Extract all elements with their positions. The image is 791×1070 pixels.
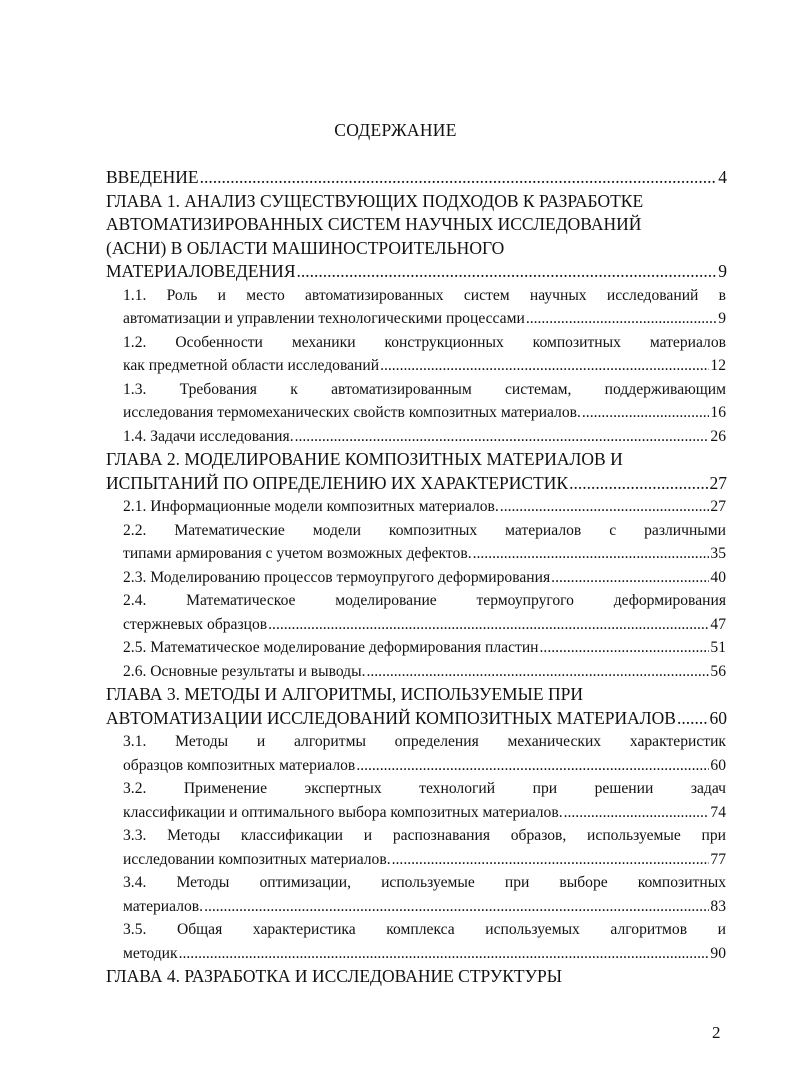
toc-entry-line: 3.1. Методы и алгоритмы определения механических характеристик: [123, 733, 726, 750]
toc-entry-final-line: [123, 801, 726, 825]
toc-entry-final-line: [106, 260, 727, 284]
toc-entry-final-line: [123, 542, 726, 566]
toc-entry-final-line: [106, 166, 727, 190]
toc-page-number: 56: [710, 662, 726, 680]
toc-entry-text: 2.6. Основные результаты и выводы.: [123, 662, 366, 680]
toc-page-number: 16: [710, 404, 726, 421]
toc-entry-final-line: [123, 942, 726, 966]
dot-leader: [366, 660, 709, 684]
toc-entry-line: ГЛАВА 3. МЕТОДЫ И АЛГОРИТМЫ, ИСПОЛЬЗУЕМЫЕ ПРИ: [106, 684, 583, 704]
toc-entry-text: методик: [123, 944, 178, 962]
dot-leader: [540, 636, 710, 660]
toc-entry-section: [123, 589, 726, 636]
toc-entry-final-line: [123, 660, 726, 684]
toc-entry-section: [123, 636, 726, 660]
toc-page-number: 60: [710, 756, 726, 774]
toc-entry-final-line: [123, 495, 726, 519]
toc-entry-line: АВТОМАТИЗИРОВАННЫХ СИСТЕМ НАУЧНЫХ ИССЛЕДОВАНИЙ: [106, 214, 642, 234]
toc-entry-text: 2.3. Моделированию процессов термоупругого деформирования: [123, 568, 551, 586]
toc-entry-final-line: [123, 613, 726, 637]
toc-entry-final-line: [123, 895, 726, 919]
toc-entry-line: (АСНИ) В ОБЛАСТИ МАШИНОСТРОИТЕЛЬНОГО: [106, 237, 505, 258]
toc-entry-section: [123, 871, 726, 918]
toc-entry-section: [123, 495, 726, 519]
toc-entry-final-line: [123, 354, 726, 378]
toc-page-number: 83: [710, 897, 726, 915]
dot-leader: [473, 542, 710, 566]
dot-leader: [564, 801, 710, 825]
toc-entry-line: ГЛАВА 4. РАЗРАБОТКА И ИССЛЕДОВАНИЕ СТРУКТУРЫ: [106, 966, 562, 986]
toc-entry-text: исследования термомеханических свойств композитных материалов.: [123, 404, 581, 421]
toc-entry-final-line: [123, 848, 726, 872]
toc-entry-section: [123, 425, 726, 449]
toc-entry-line: ГЛАВА 2. МОДЕЛИРОВАНИЕ КОМПОЗИТНЫХ МАТЕРИАЛОВ И: [106, 449, 623, 469]
toc-entry-final-line: [123, 754, 726, 778]
toc-entry-line: ГЛАВА 1. АНАЛИЗ СУЩЕСТВУЮЩИХ ПОДХОДОВ К РАЗРАБОТКЕ: [106, 190, 644, 211]
dot-leader: [526, 307, 717, 331]
toc-entry-final-line: [123, 566, 726, 590]
toc-entry-line: 3.2. Применение экспертных технологий при решении задач: [123, 780, 726, 797]
dot-leader: [392, 848, 710, 872]
dot-leader: [569, 472, 708, 496]
dot-leader: [200, 166, 718, 190]
dot-leader: [356, 754, 709, 778]
toc-entry-text: ИСПЫТАНИЙ ПО ОПРЕДЕЛЕНИЮ ИХ ХАРАКТЕРИСТИК: [106, 472, 569, 493]
toc-entry-text: МАТЕРИАЛОВЕДЕНИЯ: [106, 261, 296, 281]
toc-entry-text: как предметной области исследований: [123, 357, 380, 374]
toc-entry-text: 2.5. Математическое моделирование деформирования пластин: [123, 639, 539, 656]
toc-entry-final-line: [123, 307, 726, 331]
toc-page-number: 40: [710, 568, 726, 586]
dot-leader: [295, 425, 710, 449]
dot-leader: [380, 354, 709, 378]
toc-page-number: 27: [710, 498, 726, 515]
toc-entry-line: 2.2. Математические модели композитных материалов с различными: [123, 521, 726, 539]
toc-entry-line: 2.4. Математическое моделирование термоупругого деформирования: [123, 592, 726, 609]
toc-entry-text: стержневых образцов: [123, 615, 268, 633]
toc-entry-text: АВТОМАТИЗАЦИИ ИССЛЕДОВАНИЙ КОМПОЗИТНЫХ МАТЕРИАЛОВ: [106, 707, 676, 728]
toc-entry-line: 3.5. Общая характеристика комплекса используемых алгоритмов и: [123, 921, 726, 938]
toc-entry-text: типами армирования с учетом возможных дефектов.: [123, 545, 472, 562]
toc-page-number: 60: [709, 707, 727, 728]
toc-entry-chapter: [106, 683, 727, 730]
toc-entry-final-line: [123, 425, 726, 449]
toc-entry-text: классификации и оптимального выбора композитных материалов.: [123, 803, 563, 821]
toc-entry-text: автоматизации и управлении технологическими процессами: [123, 310, 525, 327]
toc-entry-section: [123, 519, 726, 566]
toc-entry-chapter: [106, 166, 727, 190]
toc-page-number: 90: [710, 944, 726, 962]
toc-page-number: 4: [718, 167, 727, 187]
dot-leader: [677, 707, 709, 731]
toc-page-number: 47: [710, 615, 726, 633]
toc-entry-line: 1.1. Роль и место автоматизированных систем научных исследований в: [123, 286, 726, 304]
toc-page-number: 27: [709, 472, 727, 493]
toc-entry-final-line: [123, 401, 726, 425]
toc-entry-section: [123, 284, 726, 331]
dot-leader: [204, 895, 709, 919]
toc-entry-final-line: [123, 636, 726, 660]
toc-entry-line: 3.4. Методы оптимизации, используемые при выборе композитных: [123, 874, 726, 891]
table-of-contents: [0, 166, 791, 989]
toc-entry-chapter: [106, 965, 727, 989]
toc-entry-line: 1.2. Особенности механики конструкционных композитных материалов: [123, 333, 726, 351]
toc-entry-text: ВВЕДЕНИЕ: [106, 167, 199, 187]
toc-page-number: 9: [718, 310, 726, 327]
toc-page-number: 12: [710, 357, 726, 374]
toc-entry-text: исследовании композитных материалов.: [123, 850, 391, 868]
toc-entry-text: материалов.: [123, 897, 204, 915]
toc-entry-section: [123, 378, 726, 425]
page-number: 2: [712, 1023, 721, 1042]
toc-entry-section: [123, 824, 726, 871]
toc-entry-text: 1.4. Задачи исследования.: [123, 427, 294, 445]
dot-leader: [500, 495, 710, 519]
toc-entry-line: 1.3. Требования к автоматизированным системам, поддерживающим: [123, 380, 726, 398]
toc-entry-text: 2.1. Информационные модели композитных материалов.: [123, 498, 499, 515]
toc-entry-chapter: [106, 448, 727, 495]
page-title: СОДЕРЖАНИЕ: [334, 120, 457, 140]
toc-entry-text: образцов композитных материалов: [123, 756, 356, 774]
toc-page-number: 35: [710, 545, 726, 562]
toc-entry-line: 3.3. Методы классификации и распознавания образов, используемые при: [123, 827, 726, 844]
toc-entry-chapter: [106, 190, 727, 284]
toc-page-number: 26: [710, 427, 726, 445]
toc-entry-final-line: [106, 707, 727, 731]
toc-page-number: 51: [710, 639, 726, 656]
dot-leader: [582, 401, 710, 425]
toc-entry-section: [123, 331, 726, 378]
toc-entry-final-line: [106, 472, 727, 496]
toc-entry-section: [123, 660, 726, 684]
toc-page-number: 77: [710, 850, 726, 868]
toc-entry-section: [123, 918, 726, 965]
toc-entry-section: [123, 566, 726, 590]
dot-leader: [551, 566, 709, 590]
toc-entry-section: [123, 777, 726, 824]
dot-leader: [268, 613, 709, 637]
toc-page-number: 9: [718, 261, 727, 281]
dot-leader: [297, 260, 718, 284]
dot-leader: [179, 942, 710, 966]
toc-entry-section: [123, 730, 726, 777]
toc-page-number: 74: [710, 803, 726, 821]
